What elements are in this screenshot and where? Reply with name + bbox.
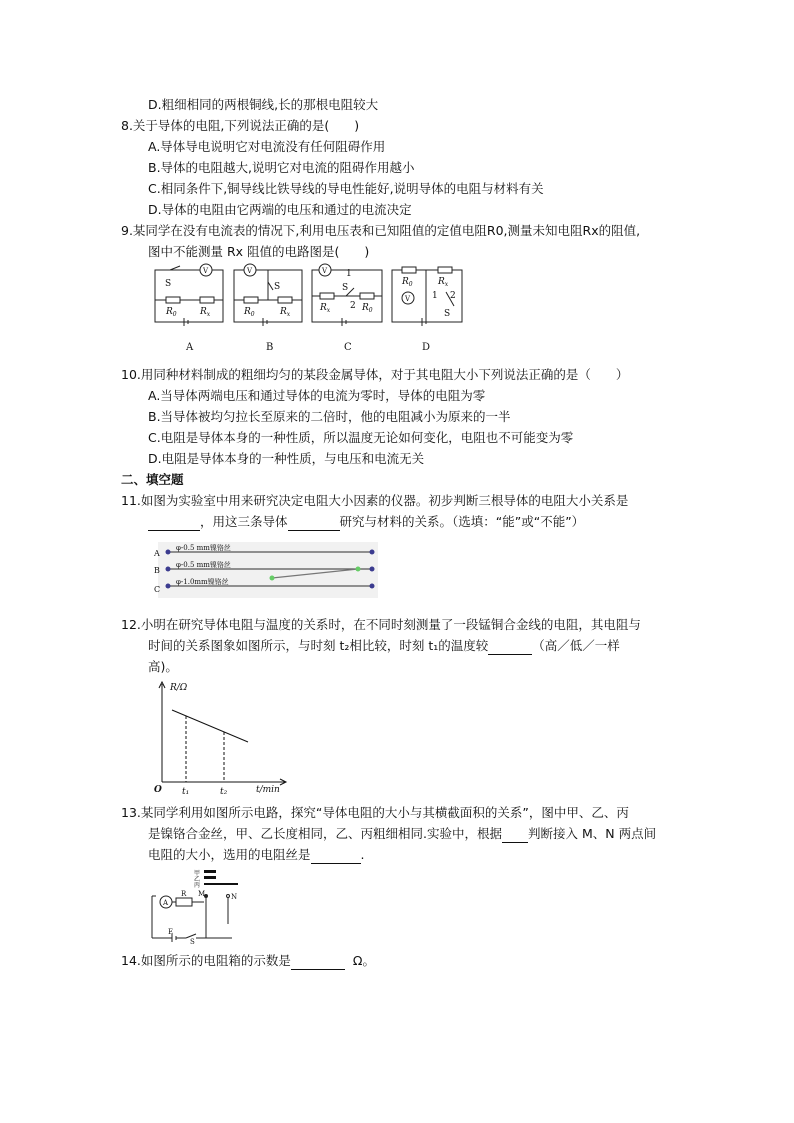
svg-text:S: S (342, 283, 349, 293)
svg-text:V: V (203, 267, 209, 275)
ammeter-label: A (163, 899, 169, 907)
svg-text:1: 1 (432, 291, 438, 301)
x-axis-label: t/min (256, 785, 280, 795)
q9-label-d: D (422, 342, 431, 353)
q11-wire-board (148, 542, 378, 598)
svg-text:R0: $R_0$ (244, 307, 255, 318)
node-n-label: N (231, 893, 238, 901)
q8-option-b: B.导体的电阻越大,说明它对电流的阻碍作用越小 (148, 160, 415, 175)
q10-option-d: D.电阻是导体本身的一种性质，与电压和电流无关 (148, 451, 425, 466)
q13-stem-end: 电阻的大小，选用的电阻丝是 . (148, 847, 365, 862)
svg-text:S: S (165, 279, 172, 289)
q13-circuit-figure (146, 866, 246, 946)
q8-stem: 8.关于导体的电阻,下列说法正确的是( ) (121, 118, 360, 133)
svg-text:V: V (405, 295, 411, 303)
t2-label: t₂ (220, 787, 228, 796)
origin-label: O (154, 785, 162, 795)
svg-text:Rx: $R_x$ (438, 277, 449, 288)
q9-label-c: C (344, 342, 352, 353)
wire-c-spec: φ-1.0mm镍铬丝 (176, 578, 229, 586)
q12-stem-cont: 时间的关系图象如图所示，与时刻 t₂相比较，时刻 t₁的温度较 （高／低／一样 (148, 638, 620, 653)
q12-stem: 12.小明在研究导体电阻与温度的关系时，在不同时刻测量了一段锰铜合金线的电阻，其电阻与 (121, 617, 641, 632)
wire-a-spec: φ-0.5 mm镍铬丝 (176, 544, 231, 552)
q9-stem-cont: 图中不能测量 Rx 阻值的电路图是( ) (148, 244, 370, 259)
wire-row-a-label: A (154, 549, 160, 558)
svg-text:S: S (444, 309, 451, 319)
q10-option-b: B.当导体被均匀拉长至原来的二倍时，他的电阻减小为原来的一半 (148, 409, 511, 424)
svg-text:V: V (247, 267, 253, 275)
switch-s-label: S (190, 938, 195, 946)
q9-label-a: A (186, 342, 194, 353)
svg-text:R0: $R_0$ (402, 277, 413, 288)
resistor-r-label: R (181, 890, 187, 898)
wire-row-c-label: C (154, 585, 161, 594)
wire-row-b-label: B (154, 566, 160, 575)
q11-blank-1[interactable] (148, 516, 200, 531)
q12-blank[interactable] (488, 640, 532, 655)
q8-option-a: A.导体导电说明它对电流没有任何阻碍作用 (148, 139, 386, 154)
svg-text:2: 2 (350, 301, 356, 311)
q13-stem-cont: 是镍铬合金丝，甲、乙长度相同，乙、丙粗细相同.实验中，根据 判断接入 M、N 两点间 (148, 826, 657, 841)
q10-option-a: A.当导体两端电压和通过导体的电流为零时，导体的电阻为零 (148, 388, 486, 403)
node-m-label: M (198, 890, 206, 898)
q11-stem-cont: ，用这三条导体 研究与材料的关系。（选填：“能”或“不能”） (148, 513, 584, 531)
svg-text:Rx: $R_x$ (200, 307, 211, 318)
q7-option-d: D.粗细相同的两根铜线,长的那根电阻较大 (148, 97, 379, 112)
svg-text:S: S (274, 282, 281, 292)
q10-option-c: C.电阻是导体本身的一种性质，所以温度无论如何变化，电阻也不可能变为零 (148, 430, 574, 445)
q14-stem: 14.如图所示的电阻箱的示数是 Ω。 (121, 953, 375, 968)
svg-text:2: 2 (450, 291, 456, 301)
q13-blank-1[interactable] (502, 828, 528, 843)
y-axis-label: R/Ω (170, 683, 188, 693)
q11-blank-2[interactable] (288, 516, 340, 531)
t1-label: t₁ (182, 787, 190, 796)
q8-option-c: C.相同条件下,铜导线比铁导线的导电性能好,说明导体的电阻与材料有关 (148, 181, 544, 196)
q13-blank-2[interactable] (311, 849, 361, 864)
q13-stem: 13.某同学利用如图所示电路，探究“导体电阻的大小与其横截面积的关系”，图中甲、乙、丙 (121, 805, 629, 820)
svg-text:1: 1 (346, 269, 352, 279)
q9-stem: 9.某同学在没有电流表的情况下,利用电压表和已知阻值的定值电阻R0,测量未知电阻Rx的阻值, (121, 223, 641, 238)
svg-text:R0: $R_0$ (362, 303, 373, 314)
q12-stem-end: 高)。 (148, 659, 178, 674)
wire-jia-label: 甲 (194, 870, 201, 877)
q9-label-b: B (266, 342, 274, 353)
battery-e-label: E (168, 928, 174, 936)
q11-stem: 11.如图为实验室中用来研究决定电阻大小因素的仪器。初步判断三根导体的电阻大小关系是 (121, 493, 629, 508)
q12-resistance-time-graph (152, 678, 292, 796)
q14-blank[interactable] (291, 955, 345, 970)
svg-text:Rx: $R_x$ (320, 303, 331, 314)
q10-stem: 10.用同种材料制成的粗细均匀的某段金属导体，对于其电阻大小下列说法正确的是（ ） (121, 367, 629, 382)
svg-text:V: V (322, 267, 328, 275)
q9-circuit-figure (150, 262, 466, 356)
wire-b-spec: φ-0.5 mm镍铬丝 (176, 561, 231, 569)
q8-option-d: D.导体的电阻由它两端的电压和通过的电流决定 (148, 202, 412, 217)
section-heading-fill-blank: 二、填空题 (121, 472, 184, 487)
wire-bing-label: 丙 (194, 882, 201, 889)
svg-text:Rx: $R_x$ (280, 307, 291, 318)
wire-yi-label: 乙 (194, 876, 201, 883)
svg-text:R0: $R_0$ (166, 307, 177, 318)
